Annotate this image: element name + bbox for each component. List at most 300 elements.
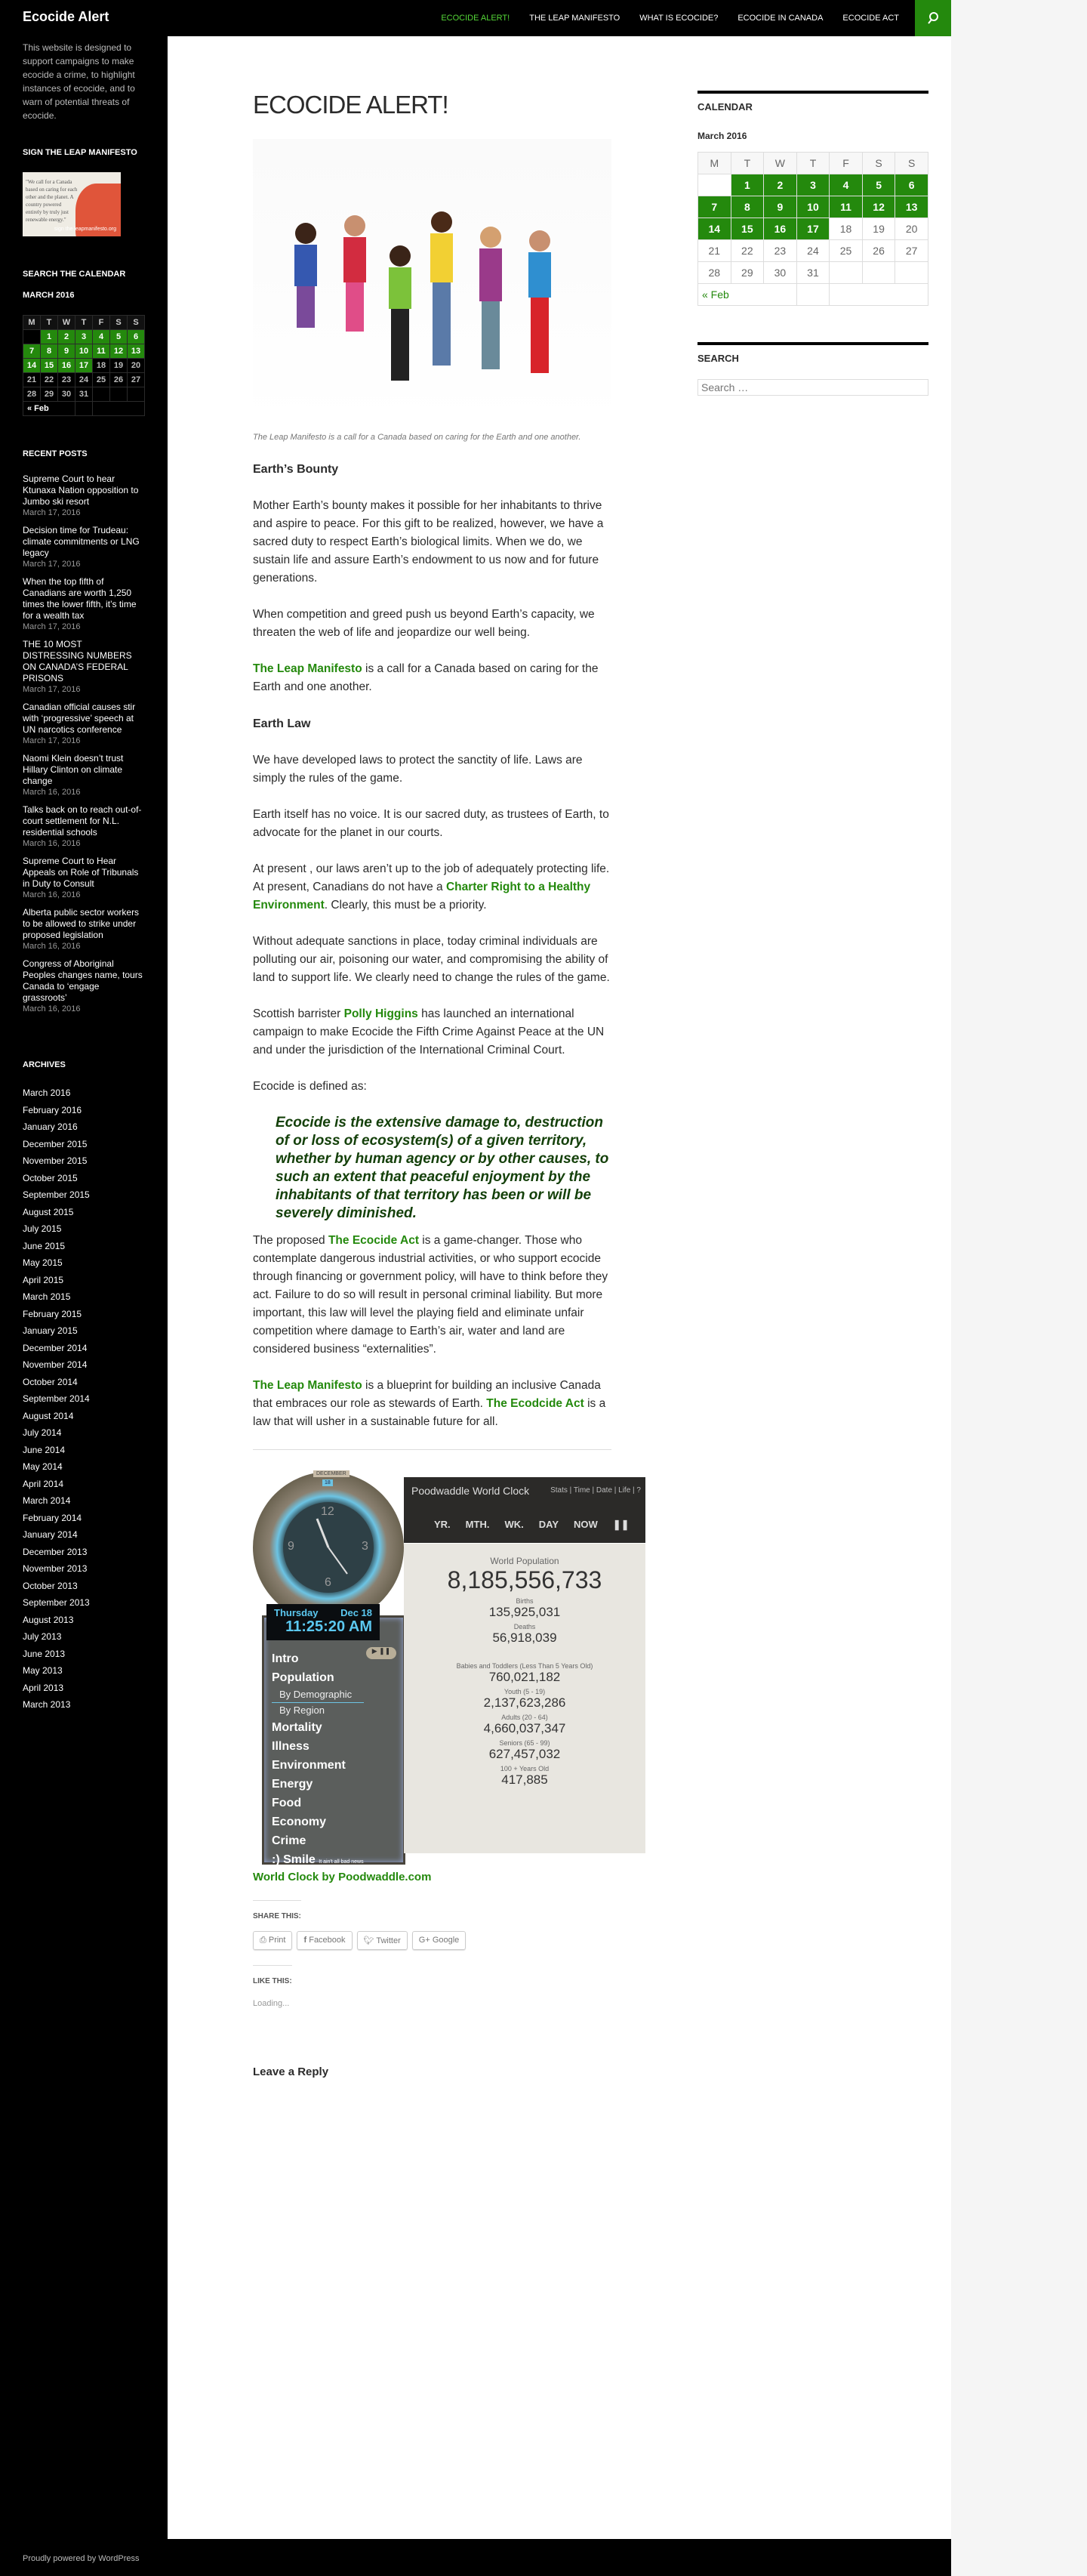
clock-tab[interactable]: MTH.	[465, 1519, 490, 1530]
calendar-week	[23, 387, 145, 402]
archive-link[interactable]: December 2015	[23, 1138, 88, 1149]
archive-link[interactable]: June 2013	[23, 1648, 66, 1659]
archive-item	[23, 1186, 145, 1204]
calendar-empty-cell	[895, 262, 928, 284]
sign-manifesto-title: SIGN THE LEAP MANIFESTO	[23, 148, 137, 157]
calendar-day[interactable]: 2	[764, 174, 797, 196]
page-title: ECOCIDE ALERT!	[253, 91, 448, 119]
archive-link[interactable]: March 2014	[23, 1495, 71, 1506]
recent-post-item	[23, 702, 145, 747]
clock-menu-smile[interactable]	[272, 1850, 364, 1871]
archive-item	[23, 1322, 145, 1340]
archives-title: ARCHIVES	[23, 1060, 66, 1069]
calendar-day: 21	[23, 373, 41, 387]
paragraph: When competition and greed push us beyond Earth’s capacity, we threaten the web of life and jeopardize our well being.	[253, 608, 595, 639]
time: 11:25:20 AM	[285, 1618, 372, 1635]
stat-label: Births	[516, 1597, 534, 1605]
calendar-day[interactable]: 12	[862, 196, 895, 218]
archive-link[interactable]: November 2014	[23, 1359, 88, 1370]
twitter-icon: 🐦︎	[363, 1936, 377, 1945]
clock-submenu-item[interactable]: By Demographic	[272, 1687, 364, 1703]
calendar-day[interactable]: 14	[23, 359, 41, 373]
clock-view-links[interactable]: Stats | Time | Date | Life | ?	[550, 1486, 641, 1495]
share-twitter-button[interactable]	[357, 1931, 408, 1950]
calendar-week	[23, 330, 145, 344]
nav-leap-manifesto[interactable]: THE LEAP MANIFESTO	[529, 14, 620, 23]
world-clock-widget[interactable]	[253, 1468, 687, 1902]
calendar-day[interactable]: 1	[41, 330, 58, 344]
clock-menu-item[interactable]: Crime	[272, 1834, 306, 1847]
archive-link[interactable]: December 2013	[23, 1546, 88, 1557]
recent-post-item	[23, 474, 145, 519]
calendar-day[interactable]: 13	[895, 196, 928, 218]
archive-item	[23, 1288, 145, 1306]
archive-link[interactable]: July 2013	[23, 1631, 62, 1642]
search-calendar-title: SEARCH THE CALENDAR	[23, 270, 126, 279]
calendar-day: 18	[830, 218, 863, 240]
calendar-day[interactable]: 10	[75, 344, 93, 359]
ecocide-definition-quote: Ecocide is the extensive damage to, destruction of or loss of ecosystem(s) of a given territory, whether by human agency or by other causes, to such an extent that peaceful enjoyment by the inhabitants of that territory has been or will be severely diminished.	[276, 1115, 609, 1221]
label: Print	[268, 1936, 286, 1945]
weekday-header: F	[93, 316, 110, 330]
calendar-next-cell	[93, 402, 145, 416]
weekday-header: W	[58, 316, 75, 330]
recent-post-link[interactable]: Naomi Klein doesn’t trust Hillary Clinton on climate change	[23, 753, 124, 786]
calendar-day: 31	[796, 262, 830, 284]
archive-item	[23, 1272, 145, 1289]
clock-stats	[404, 1544, 645, 1853]
stat-label: Youth (5 - 19)	[503, 1688, 546, 1695]
archive-item	[23, 1390, 145, 1408]
archive-link[interactable]: April 2014	[23, 1478, 64, 1489]
site-footer	[0, 2539, 951, 2576]
divider	[253, 1449, 611, 1450]
archive-link[interactable]: August 2015	[23, 1206, 74, 1217]
search-icon	[926, 11, 940, 25]
calendar-day[interactable]: 7	[698, 196, 731, 218]
footer-credit-link[interactable]: Proudly powered by WordPress	[23, 2554, 140, 2563]
weekday-header: W	[764, 153, 797, 174]
calendar-day[interactable]: 17	[796, 218, 830, 240]
pause-icon[interactable]: ❚❚	[612, 1519, 630, 1530]
calendar-pad	[75, 402, 93, 416]
entry-content	[253, 461, 611, 1450]
leap-manifesto-banner[interactable]	[23, 172, 121, 236]
calendar-week	[23, 359, 145, 373]
paragraph: We have developed laws to protect the sanctity of life. Laws are simply the rules of the game.	[253, 754, 583, 785]
archive-item	[23, 1102, 145, 1119]
recent-post-link[interactable]: Supreme Court to Hear Appeals on Role of Tribunals in Duty to Consult	[23, 856, 139, 889]
recent-post-item	[23, 639, 145, 696]
archive-item	[23, 1374, 145, 1391]
label: Facebook	[309, 1936, 346, 1945]
stat-label: World Population	[490, 1556, 559, 1566]
share-title: SHARE THIS:	[253, 1900, 301, 1920]
archive-item	[23, 1492, 145, 1510]
archive-item	[23, 1646, 145, 1663]
calendar-day[interactable]: 15	[731, 218, 764, 240]
recent-post-link[interactable]: Supreme Court to hear Ktunaxa Nation opposition to Jumbo ski resort	[23, 474, 139, 507]
weekday-header: M	[698, 153, 731, 174]
calendar-day: 19	[110, 359, 128, 373]
archives-list	[23, 1084, 145, 1714]
calendar-month: March 2016	[697, 131, 747, 141]
leap-manifesto-link[interactable]: The Leap Manifesto	[253, 662, 362, 675]
weekday: Thursday	[274, 1607, 319, 1618]
recent-post-date: March 17, 2016	[23, 736, 81, 745]
stat-label: Babies and Toddlers (Less Than 5 Years Old)	[456, 1662, 593, 1670]
weekday-header: S	[862, 153, 895, 174]
archive-item	[23, 1578, 145, 1595]
ecocide-act-link[interactable]: The Ecocide Act	[328, 1234, 419, 1247]
stat-label: 100 + Years Old	[500, 1765, 550, 1772]
left-calendar	[23, 315, 145, 416]
article	[253, 36, 641, 2078]
text: is a blueprint for building an inclusive Canada that embraces our role as stewards of Earth.	[253, 1379, 601, 1410]
calendar-day: 21	[698, 240, 731, 262]
archive-link[interactable]: March 2015	[23, 1291, 71, 1302]
archive-item	[23, 1424, 145, 1442]
archive-link[interactable]: July 2015	[23, 1223, 62, 1234]
calendar-day[interactable]: 16	[58, 359, 75, 373]
calendar-day[interactable]: 10	[796, 196, 830, 218]
recent-post-item	[23, 804, 145, 850]
ecocide-act-link-2[interactable]: The Ecodcide Act	[486, 1397, 584, 1410]
clock-tab[interactable]: NOW	[574, 1519, 598, 1530]
archive-link[interactable]: July 2014	[23, 1427, 62, 1438]
calendar-empty-cell	[93, 387, 110, 402]
clock-menu-item[interactable]: Food	[272, 1797, 302, 1809]
search-toggle-button[interactable]	[915, 0, 951, 36]
calendar-day[interactable]: 4	[93, 330, 110, 344]
archive-link[interactable]: January 2015	[23, 1325, 78, 1336]
archive-item	[23, 1696, 145, 1714]
photo-caption: The Leap Manifesto is a call for a Canada based on caring for the Earth and one another.	[253, 433, 581, 442]
like-title: LIKE THIS:	[253, 1965, 292, 1985]
label: Google	[432, 1936, 460, 1945]
print-icon: ⎙	[260, 1936, 269, 1945]
calendar-day: 28	[698, 262, 731, 284]
archive-link[interactable]: November 2015	[23, 1155, 88, 1166]
leave-reply-title: Leave a Reply	[253, 2065, 329, 2078]
nav-ecocide-act[interactable]: ECOCIDE ACT	[842, 14, 899, 23]
paragraph: Ecocide is defined as:	[253, 1080, 367, 1093]
clock-tab[interactable]: WK.	[504, 1519, 524, 1530]
archive-item	[23, 1408, 145, 1425]
paragraph: Mother Earth’s bounty makes it possible for her inhabitants to thrive and aspire to peace. For this gift to be realized, however, we have a sacred duty to respect Earth’s biological limits. When we do, we sustain life and assure Earth’s endowment to us now and for future generations.	[253, 499, 604, 585]
recent-post-link[interactable]: Congress of Aboriginal Peoples changes name, tours Canada to ‘engage grassroots’	[23, 958, 143, 1003]
calendar-day[interactable]: 6	[895, 174, 928, 196]
calendar-day: 23	[764, 240, 797, 262]
archive-link[interactable]: March 2016	[23, 1087, 71, 1098]
archive-item	[23, 1356, 145, 1374]
recent-post-link[interactable]: Decision time for Trudeau: climate commitments or LNG legacy	[23, 525, 140, 558]
archive-item	[23, 1340, 145, 1357]
weekday-header: T	[796, 153, 830, 174]
recent-post-date: March 16, 2016	[23, 1004, 81, 1013]
day-label: 18	[322, 1479, 333, 1486]
archive-item	[23, 1544, 145, 1561]
calendar-day[interactable]: 16	[764, 218, 797, 240]
text: The proposed	[253, 1234, 328, 1247]
calendar-day: 18	[93, 359, 110, 373]
archive-link[interactable]: June 2015	[23, 1240, 66, 1251]
stat-value: 417,885	[501, 1772, 548, 1787]
stat-value: 2,137,623,286	[483, 1695, 566, 1710]
archive-link[interactable]: April 2013	[23, 1682, 64, 1693]
archive-item	[23, 1662, 145, 1680]
calendar-day[interactable]: 1	[731, 174, 764, 196]
calendar-day[interactable]: 14	[698, 218, 731, 240]
archive-link[interactable]: February 2015	[23, 1308, 82, 1319]
clock-menu-item[interactable]: Illness	[272, 1740, 309, 1753]
recent-post-item	[23, 576, 145, 633]
archive-link[interactable]: March 2013	[23, 1699, 71, 1710]
archive-item	[23, 1594, 145, 1612]
calendar-day[interactable]: 8	[41, 344, 58, 359]
search-widget	[697, 342, 928, 396]
archive-link[interactable]: October 2013	[23, 1580, 78, 1591]
paragraph	[253, 660, 611, 696]
calendar-prev-link[interactable]: « Feb	[702, 288, 729, 301]
calendar-week	[698, 240, 928, 262]
calendar-day: 28	[23, 387, 41, 402]
recent-post-link[interactable]: Canadian official causes stir with ‘progressive’ speech at UN narcotics conference	[23, 702, 136, 735]
clock-title: Poodwaddle World Clock	[411, 1485, 530, 1497]
calendar-day[interactable]: 2	[58, 330, 75, 344]
calendar-header-row	[698, 153, 928, 174]
archive-item	[23, 1526, 145, 1544]
paragraph	[253, 860, 611, 915]
right-sidebar	[697, 36, 928, 396]
clock-menu-item[interactable]: Population	[272, 1671, 334, 1684]
banner-cta: sign the leapmanifesto.org	[54, 227, 116, 232]
calendar-day[interactable]: 3	[796, 174, 830, 196]
weekday-header: F	[830, 153, 863, 174]
calendar-day[interactable]: 11	[93, 344, 110, 359]
text: is a law that will usher in a sustainable future for all.	[253, 1397, 606, 1428]
stat-value: 4,660,037,347	[483, 1721, 566, 1735]
children-illustration	[253, 139, 611, 422]
calendar-week	[23, 373, 145, 387]
archive-link[interactable]: September 2014	[23, 1393, 90, 1404]
text: is a game-changer. Those who contemplate dangerous industrial activities, or who support ecocide through financing or government policy, will have to think before they act. Failure to do so will result in personal criminal liability. But more important, this law will level the playing field and eliminate unfair competition where damage to Earth’s air, water and land are considered business “externalities”.	[253, 1234, 608, 1356]
calendar-day[interactable]: 7	[23, 344, 41, 359]
paragraph	[253, 1232, 611, 1359]
calendar-empty-cell	[110, 387, 128, 402]
nav-ecocide-alert[interactable]: ECOCIDE ALERT!	[441, 14, 510, 23]
archive-link[interactable]: January 2016	[23, 1121, 78, 1132]
calendar-day: 22	[731, 240, 764, 262]
world-clock-link[interactable]: World Clock by Poodwaddle.com	[253, 1871, 432, 1883]
clock-face-icon: 12 3 6 9	[283, 1502, 374, 1593]
archive-item	[23, 1170, 145, 1187]
clock-menu-item[interactable]: Intro	[272, 1652, 299, 1665]
clock-submenu-item[interactable]: By Region	[279, 1704, 325, 1716]
date: Dec 18	[340, 1607, 372, 1618]
primary-nav	[431, 0, 909, 36]
text: At present , our laws aren’t up to the job of adequately protecting life. At present, Canadians do not have a	[253, 862, 610, 893]
recent-posts-title: RECENT POSTS	[23, 449, 88, 458]
calendar-day[interactable]: 11	[830, 196, 863, 218]
calendar-day[interactable]: 12	[110, 344, 128, 359]
text: has launched an international campaign to make Ecocide the Fifth Crime Against Peace at the UN and under the jurisdiction of the International Criminal Court.	[253, 1007, 605, 1057]
facebook-icon: f	[303, 1936, 309, 1945]
archive-item	[23, 1680, 145, 1697]
archive-item	[23, 1560, 145, 1578]
calendar-day: 25	[93, 373, 110, 387]
archive-link[interactable]: April 2015	[23, 1274, 64, 1285]
calendar-day[interactable]: 3	[75, 330, 93, 344]
calendar-day: 22	[41, 373, 58, 387]
calendar-day[interactable]: 5	[110, 330, 128, 344]
recent-post-item	[23, 856, 145, 901]
calendar-empty-cell	[862, 262, 895, 284]
calendar-prev-cell	[23, 402, 75, 416]
archive-item	[23, 1136, 145, 1153]
nav-ecocide-in-canada[interactable]: ECOCIDE IN CANADA	[737, 14, 824, 23]
archive-link[interactable]: May 2015	[23, 1257, 63, 1268]
calendar-day[interactable]: 15	[41, 359, 58, 373]
heading-earth-law: Earth Law	[253, 717, 311, 730]
calendar-prev-link[interactable]: « Feb	[27, 404, 49, 413]
calendar-week	[698, 218, 928, 240]
calendar-day[interactable]: 4	[830, 174, 863, 196]
clock-menu-item[interactable]: Economy	[272, 1816, 327, 1828]
clock-menu-item[interactable]: Mortality	[272, 1721, 322, 1734]
archive-link[interactable]: May 2013	[23, 1665, 63, 1676]
archive-link[interactable]: February 2014	[23, 1512, 82, 1523]
calendar-day: 20	[895, 218, 928, 240]
recent-post-date: March 17, 2016	[23, 508, 81, 517]
calendar-day: 26	[110, 373, 128, 387]
share-print-button[interactable]	[253, 1931, 292, 1950]
archive-item	[23, 1152, 145, 1170]
recent-post-date: March 17, 2016	[23, 622, 81, 631]
weekday-header: S	[110, 316, 128, 330]
right-calendar	[697, 152, 928, 306]
nav-what-is-ecocide[interactable]: WHAT IS ECOCIDE?	[639, 14, 719, 23]
site-title[interactable]: Ecocide Alert	[23, 9, 109, 24]
archive-link[interactable]: December 2014	[23, 1342, 88, 1353]
calendar-widget	[697, 91, 928, 306]
stat-value: 56,918,039	[492, 1630, 557, 1645]
archive-link[interactable]: June 2014	[23, 1444, 66, 1455]
charter-right-link[interactable]: Charter Right to a Healthy Environment	[253, 881, 591, 912]
search-input[interactable]	[697, 379, 928, 396]
clock-lcd	[266, 1604, 380, 1640]
recent-post-link[interactable]: When the top fifth of Canadians are worth 1,250 times the lower fifth, it’s time for a wealth tax	[23, 576, 137, 621]
clock-menu-item[interactable]: Environment	[272, 1759, 346, 1772]
paragraph	[253, 1005, 611, 1060]
leap-manifesto-link-2[interactable]: The Leap Manifesto	[253, 1379, 362, 1392]
paragraph: Earth itself has no voice. It is our sacred duty, as trustees of Earth, to advocate for the planet in our courts.	[253, 808, 609, 839]
likes-loading: Loading...	[253, 1999, 290, 2008]
weekday-header: S	[128, 316, 145, 330]
calendar-empty-cell	[23, 330, 41, 344]
recent-post-date: March 17, 2016	[23, 685, 81, 694]
calendar-day[interactable]: 6	[128, 330, 145, 344]
archive-item	[23, 1118, 145, 1136]
calendar-day[interactable]: 8	[731, 196, 764, 218]
calendar-day[interactable]: 17	[75, 359, 93, 373]
calendar-next-cell	[830, 284, 928, 306]
recent-post-link[interactable]: THE 10 MOST DISTRESSING NUMBERS ON CANADA’S FEDERAL PRISONS	[23, 639, 132, 683]
recent-post-item	[23, 525, 145, 570]
calendar-nav-row	[698, 284, 928, 306]
calendar-empty-cell	[698, 174, 731, 196]
share-facebook-button[interactable]	[297, 1931, 352, 1950]
recent-post-item	[23, 958, 145, 1015]
calendar-day[interactable]: 13	[128, 344, 145, 359]
text: Scottish barrister	[253, 1007, 344, 1020]
stat-value: 760,021,182	[488, 1670, 561, 1684]
recent-post-link[interactable]: Alberta public sector workers to be allowed to strike under proposed legislation	[23, 907, 140, 940]
google-plus-icon: G+	[418, 1936, 433, 1945]
calendar-day[interactable]: 9	[58, 344, 75, 359]
polly-higgins-link[interactable]: Polly Higgins	[343, 1007, 418, 1020]
month-label: DECEMBER	[313, 1470, 350, 1477]
archive-link[interactable]: January 2014	[23, 1529, 78, 1540]
clock-tab[interactable]: YR.	[434, 1519, 451, 1530]
calendar-day: 23	[58, 373, 75, 387]
archive-link[interactable]: August 2014	[23, 1410, 74, 1421]
share-google-button[interactable]	[412, 1931, 467, 1950]
search-title: SEARCH	[697, 353, 739, 364]
smile-note: It ain't all bad news	[319, 1859, 364, 1865]
recent-post-date: March 16, 2016	[23, 788, 81, 797]
calendar-nav-row	[23, 402, 145, 416]
recent-post-date: March 16, 2016	[23, 839, 81, 848]
archive-link[interactable]: September 2013	[23, 1597, 90, 1608]
clock-period-tabs	[434, 1519, 630, 1531]
stat-label: Seniors (65 - 99)	[499, 1739, 550, 1747]
archive-item	[23, 1510, 145, 1527]
archive-item	[23, 1238, 145, 1255]
archive-link[interactable]: October 2015	[23, 1172, 78, 1183]
calendar-day: 27	[128, 373, 145, 387]
calendar-day[interactable]: 5	[862, 174, 895, 196]
stat-label: Adults (20 - 64)	[501, 1714, 548, 1721]
paragraph: Without adequate sanctions in place, today criminal individuals are polluting our air, poisoning our water, and compromising the ability of land to support life. We clearly need to change the rules of the game.	[253, 935, 610, 984]
weekday-header: M	[23, 316, 41, 330]
left-calendar-month: MARCH 2016	[23, 291, 75, 300]
calendar-empty-cell	[830, 262, 863, 284]
calendar-day: 20	[128, 359, 145, 373]
weekday-header: T	[75, 316, 93, 330]
site-description: This website is designed to support campaigns to make ecocide a crime, to highlight instances of ecocide, and to warn of potential threats of ecocide.	[23, 42, 135, 121]
archive-link[interactable]: November 2013	[23, 1563, 88, 1574]
archive-link[interactable]: October 2014	[23, 1376, 78, 1387]
archive-link[interactable]: September 2015	[23, 1189, 90, 1200]
calendar-day[interactable]: 9	[764, 196, 797, 218]
archive-item	[23, 1306, 145, 1323]
archive-link[interactable]: May 2014	[23, 1461, 63, 1472]
calendar-title: CALENDAR	[697, 101, 753, 113]
archive-item	[23, 1204, 145, 1221]
clock-menu-item[interactable]: Energy	[272, 1778, 313, 1791]
clock-tab[interactable]: DAY	[538, 1519, 559, 1530]
calendar-day: 19	[862, 218, 895, 240]
smile-label: :) Smile	[272, 1853, 316, 1866]
recent-post-link[interactable]: Talks back on to reach out-of-court settlement for N.L. residential schools	[23, 804, 142, 838]
archive-link[interactable]: February 2016	[23, 1104, 82, 1115]
play-pause-button[interactable]: ▶ ❚❚	[366, 1647, 396, 1659]
archive-item	[23, 1612, 145, 1629]
calendar-day: 29	[41, 387, 58, 402]
calendar-week	[698, 262, 928, 284]
archive-link[interactable]: August 2013	[23, 1614, 74, 1625]
